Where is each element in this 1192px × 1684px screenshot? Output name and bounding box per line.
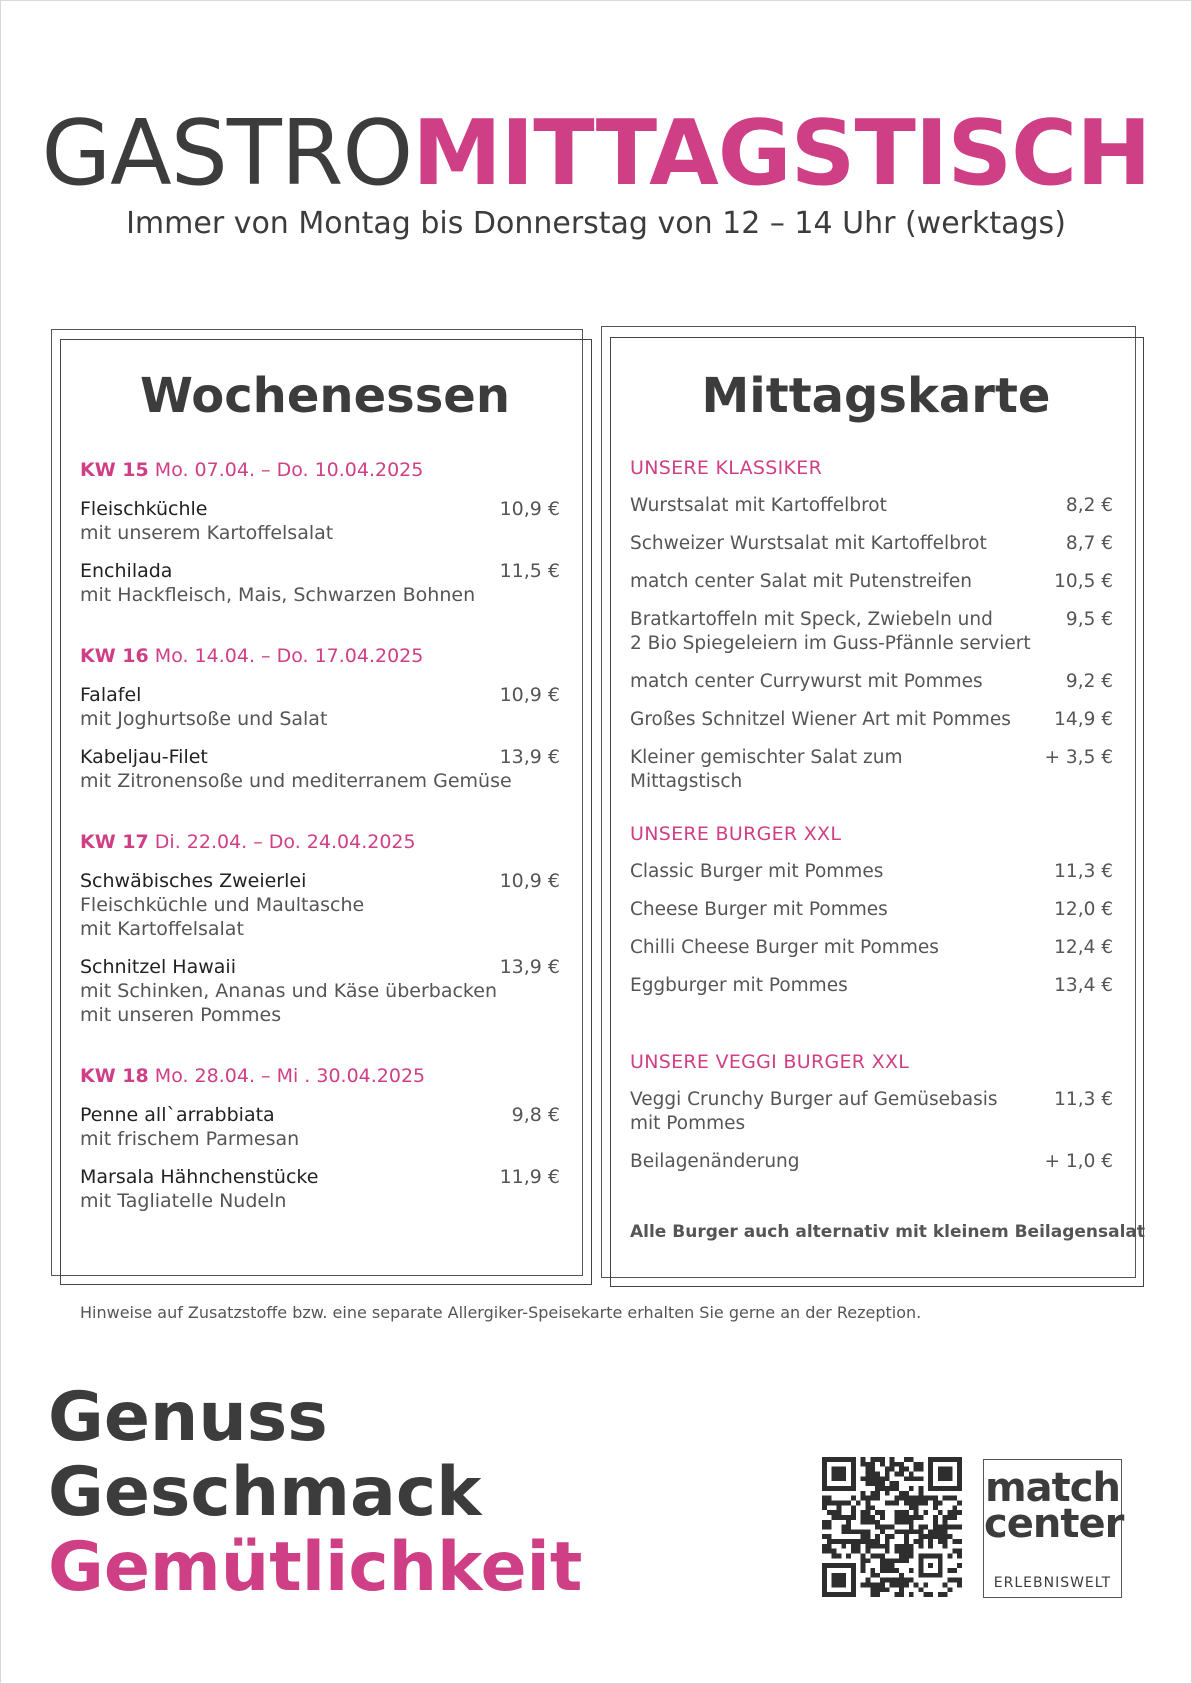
menu-item-price: 12,0 € (1054, 899, 1113, 920)
dish-price: 9,8 € (511, 1104, 560, 1126)
dish-item (80, 1103, 560, 1151)
week-heading: KW 15 Mo. 07.04. – Do. 10.04.2025 (80, 459, 424, 481)
qr-code-icon[interactable] (822, 1457, 962, 1597)
section-heading-veggi: UNSERE VEGGI BURGER XXL (630, 1051, 910, 1073)
menu-row (630, 532, 1113, 556)
menu-item-label: Chilli Cheese Burger mit Pommes (630, 937, 939, 958)
menu-item-label: mit Pommes (630, 1113, 746, 1134)
page-title (0, 101, 1192, 206)
menu-row (630, 708, 1113, 732)
menu-row (630, 1150, 1113, 1174)
dish-item (80, 1165, 560, 1213)
dish-price: 10,9 € (499, 870, 560, 892)
menu-item-price: + 1,0 € (1044, 1151, 1113, 1172)
menu-item-price: 12,4 € (1054, 937, 1113, 958)
slogan-genuss: Genuss (48, 1378, 328, 1457)
page-subtitle: Immer von Montag bis Donnerstag von 12 – 14 Uhr (werktags) (126, 206, 1066, 241)
slogan-geschmack: Geschmack (48, 1453, 482, 1532)
logo-line-match: match (985, 1465, 1120, 1511)
dish-price: 10,9 € (499, 684, 560, 706)
menu-row (630, 1088, 1113, 1136)
dish-item (80, 955, 560, 1027)
mittagskarte-title: Mittagskarte (701, 368, 1051, 424)
dish-name: Falafel (80, 684, 142, 706)
dish-description: mit Zitronensoße und mediterranem Gemüse (80, 770, 512, 792)
menu-item-label: match center Salat mit Putenstreifen (630, 571, 972, 592)
wochenessen-header (60, 368, 590, 428)
dish-item (80, 683, 560, 731)
menu-item-label: Bratkartoffeln mit Speck, Zwiebeln und (630, 609, 993, 630)
dish-description: mit Kartoffelsalat (80, 918, 244, 940)
wochenessen-title: Wochenessen (140, 368, 510, 424)
dish-description: mit Hackfleisch, Mais, Schwarzen Bohnen (80, 584, 476, 606)
logo-line-center: center (984, 1501, 1124, 1547)
dish-price: 11,5 € (499, 560, 560, 582)
menu-item-label: Großes Schnitzel Wiener Art mit Pommes (630, 709, 1011, 730)
menu-item-price: 10,5 € (1054, 571, 1113, 592)
week-heading: KW 16 Mo. 14.04. – Do. 17.04.2025 (80, 645, 424, 667)
dish-description: mit Schinken, Ananas und Käse überbacken (80, 980, 497, 1002)
dish-item (80, 497, 560, 545)
week-heading: KW 18 Mo. 28.04. – Mi . 30.04.2025 (80, 1065, 426, 1087)
menu-row (630, 974, 1113, 998)
menu-item-price: 14,9 € (1054, 709, 1113, 730)
dish-name: Schnitzel Hawaii (80, 956, 236, 978)
section-heading-klassiker: UNSERE KLASSIKER (630, 457, 823, 479)
menu-row (630, 494, 1113, 518)
allergen-footnote: Hinweise auf Zusatzstoffe bzw. eine separate Allergiker-Speisekarte erhalten Sie gerne an der Rezeption. (80, 1303, 922, 1322)
burger-note: Alle Burger auch alternativ mit kleinem Beilagensalat (630, 1222, 1146, 1242)
dish-price: 13,9 € (499, 746, 560, 768)
menu-item-price: 8,2 € (1065, 495, 1113, 516)
slogan-gemuetlichkeit: Gemütlichkeit (48, 1528, 583, 1607)
dish-item (80, 559, 560, 607)
menu-item-price: 9,5 € (1065, 609, 1113, 630)
title-part-mittagstisch: MITTAGSTISCH (412, 101, 1151, 206)
title-part-gastro: GASTRO (41, 101, 413, 206)
dish-name: Enchilada (80, 560, 173, 582)
dish-name: Penne all`arrabbiata (80, 1104, 275, 1126)
menu-item-price: + 3,5 € (1044, 747, 1113, 768)
menu-row (630, 608, 1113, 656)
dish-price: 10,9 € (499, 498, 560, 520)
dish-name: Fleischküchle (80, 498, 208, 520)
dish-description: mit unseren Pommes (80, 1004, 282, 1026)
menu-row (630, 860, 1113, 884)
dish-description: mit Tagliatelle Nudeln (80, 1190, 287, 1212)
dish-price: 11,9 € (499, 1166, 560, 1188)
menu-item-price: 11,3 € (1054, 1089, 1113, 1110)
dish-name: Marsala Hähnchenstücke (80, 1166, 319, 1188)
dish-description: mit unserem Kartoffelsalat (80, 522, 334, 544)
dish-name: Kabeljau-Filet (80, 746, 208, 768)
dish-description: Fleischküchle und Maultasche (80, 894, 365, 916)
dish-description: mit frischem Parmesan (80, 1128, 300, 1150)
menu-row (630, 898, 1113, 922)
menu-item-label: Classic Burger mit Pommes (630, 861, 884, 882)
week-heading: KW 17 Di. 22.04. – Do. 24.04.2025 (80, 831, 416, 853)
menu-row (630, 746, 1113, 794)
menu-item-label: match center Currywurst mit Pommes (630, 671, 983, 692)
menu-item-price: 13,4 € (1054, 975, 1113, 996)
menu-item-label: Wurstsalat mit Kartoffelbrot (630, 495, 887, 516)
mittagskarte-header (610, 368, 1142, 428)
dish-name: Schwäbisches Zweierlei (80, 870, 307, 892)
menu-item-label: Beilagenänderung (630, 1151, 800, 1172)
match-center-logo[interactable] (983, 1459, 1122, 1598)
menu-row (630, 570, 1113, 594)
menu-item-price: 8,7 € (1065, 533, 1113, 554)
dish-price: 13,9 € (499, 956, 560, 978)
dish-item (80, 745, 560, 793)
dish-item (80, 869, 560, 941)
menu-item-label: Cheese Burger mit Pommes (630, 899, 888, 920)
menu-item-label: Eggburger mit Pommes (630, 975, 848, 996)
menu-row (630, 670, 1113, 694)
right-panel-frame-front (610, 337, 1144, 1287)
menu-item-label: Kleiner gemischter Salat zum Mittagstisch (630, 747, 903, 792)
menu-item-label: 2 Bio Spiegeleiern im Guss-Pfännle serviert (630, 633, 1031, 654)
menu-item-label: Veggi Crunchy Burger auf Gemüsebasis (630, 1089, 998, 1110)
menu-row (630, 936, 1113, 960)
dish-description: mit Joghurtsoße und Salat (80, 708, 328, 730)
section-heading-burger: UNSERE BURGER XXL (630, 823, 842, 845)
menu-item-label: Schweizer Wurstsalat mit Kartoffelbrot (630, 533, 987, 554)
menu-item-price: 11,3 € (1054, 861, 1113, 882)
menu-item-price: 9,2 € (1065, 671, 1113, 692)
logo-line-erlebniswelt: ERLEBNISWELT (993, 1575, 1112, 1591)
